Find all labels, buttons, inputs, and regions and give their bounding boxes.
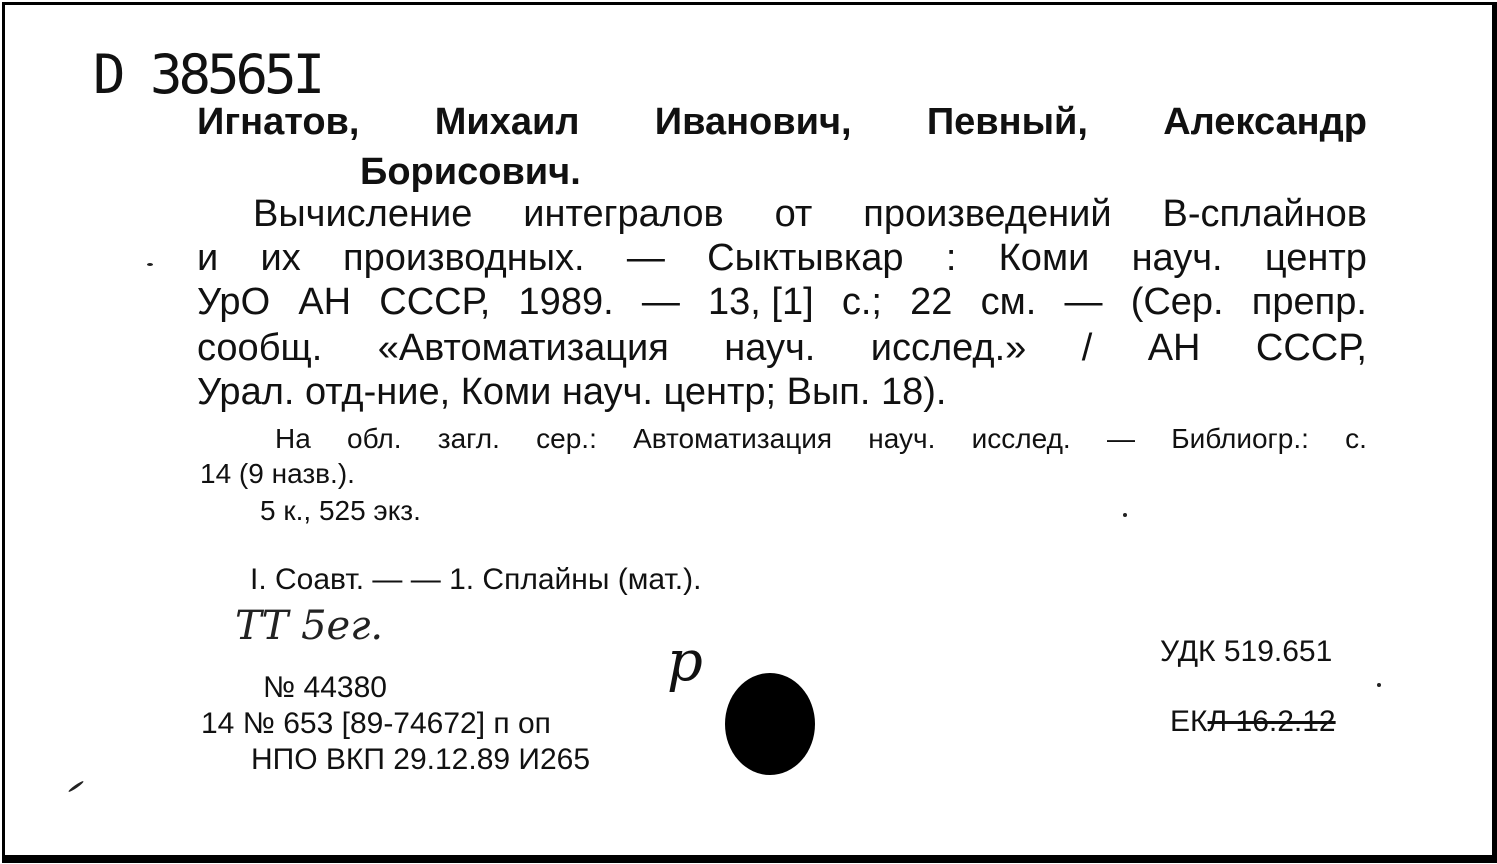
word: Вычисление (253, 193, 473, 235)
word: УрО (197, 281, 271, 323)
word: Сыктывкар (707, 237, 904, 279)
word: 1989. (518, 281, 614, 323)
author-word: Александр (1163, 101, 1367, 143)
ekl-struck: Л 16.2.12 (1207, 705, 1336, 738)
word: (Сер. (1130, 281, 1224, 323)
word: 22 (910, 281, 953, 323)
word: / (1081, 327, 1093, 369)
price-edition: 5 к., 525 экз. (260, 495, 421, 526)
author-word: Игнатов, (197, 101, 360, 143)
title-line-4 (197, 327, 1367, 370)
word: исслед. (971, 423, 1071, 454)
note-line-2: 14 (9 назв.). (200, 458, 355, 489)
speck (1377, 683, 1381, 687)
word: Коми (998, 237, 1090, 279)
author-line (197, 101, 1367, 144)
word: науч. (868, 423, 936, 454)
word: АН (1147, 327, 1201, 369)
word: произведений (863, 193, 1112, 235)
word: — (626, 237, 665, 279)
word: и (197, 237, 219, 279)
word: обл. (347, 423, 402, 454)
word: с.; (841, 281, 882, 323)
word: : (945, 237, 957, 279)
word: сер.: (536, 423, 597, 454)
word: науч. (1131, 237, 1223, 279)
print-info-line-1: 14 № 653 [89-74672] п оп (201, 707, 551, 740)
word: сообщ. (197, 327, 323, 369)
title-line-1 (253, 193, 1367, 236)
word: науч. (724, 327, 816, 369)
word: препр. (1251, 281, 1367, 323)
word: центр (1264, 237, 1367, 279)
speck (1123, 513, 1127, 517)
author-word: Иванович, (654, 101, 852, 143)
word: Библиогр.: (1171, 423, 1309, 454)
word: производных. (343, 237, 585, 279)
word: интегралов (523, 193, 724, 235)
punched-hole-dot (725, 673, 815, 775)
call-number: D 38565I (93, 43, 322, 106)
title-line-3 (197, 281, 1367, 324)
tracings: I. Соавт. — — 1. Сплайны (мат.). (250, 563, 702, 596)
word: исслед.» (870, 327, 1027, 369)
ekl-code (1170, 705, 1336, 739)
speck (68, 780, 84, 793)
word: 13, [1] (708, 281, 814, 323)
note-line-1 (275, 423, 1367, 455)
pen-mark: р (667, 629, 703, 694)
word: см. (980, 281, 1037, 323)
author-word: Певный, (926, 101, 1088, 143)
word: от (774, 193, 813, 235)
print-info-line-2: НПО ВКП 29.12.89 И265 (251, 743, 591, 776)
word: загл. (437, 423, 500, 454)
handwritten-note: ТТ 5ег. (235, 603, 384, 649)
catalog-card (2, 2, 1497, 863)
word: СССР, (379, 281, 491, 323)
author-continuation: Борисович. (360, 151, 581, 193)
udk-code: УДК 519.651 (1160, 635, 1333, 668)
word: — (1106, 423, 1135, 454)
word: с. (1345, 423, 1367, 454)
word: Автоматизация (633, 423, 833, 454)
word: — (641, 281, 680, 323)
registration-number: № 44380 (263, 671, 387, 704)
word: — (1064, 281, 1103, 323)
author-word: Михаил (434, 101, 580, 143)
word: АН (298, 281, 352, 323)
title-line-5: Урал. отд-ние, Коми науч. центр; Вып. 18). (197, 371, 947, 413)
word: СССР, (1255, 327, 1367, 369)
speck (147, 263, 153, 266)
word: В-сплайнов (1162, 193, 1367, 235)
title-line-2 (197, 237, 1367, 280)
ekl-prefix: ЕК (1170, 705, 1208, 738)
word: их (260, 237, 301, 279)
word: На (275, 423, 311, 454)
word: «Автоматизация (377, 327, 669, 369)
